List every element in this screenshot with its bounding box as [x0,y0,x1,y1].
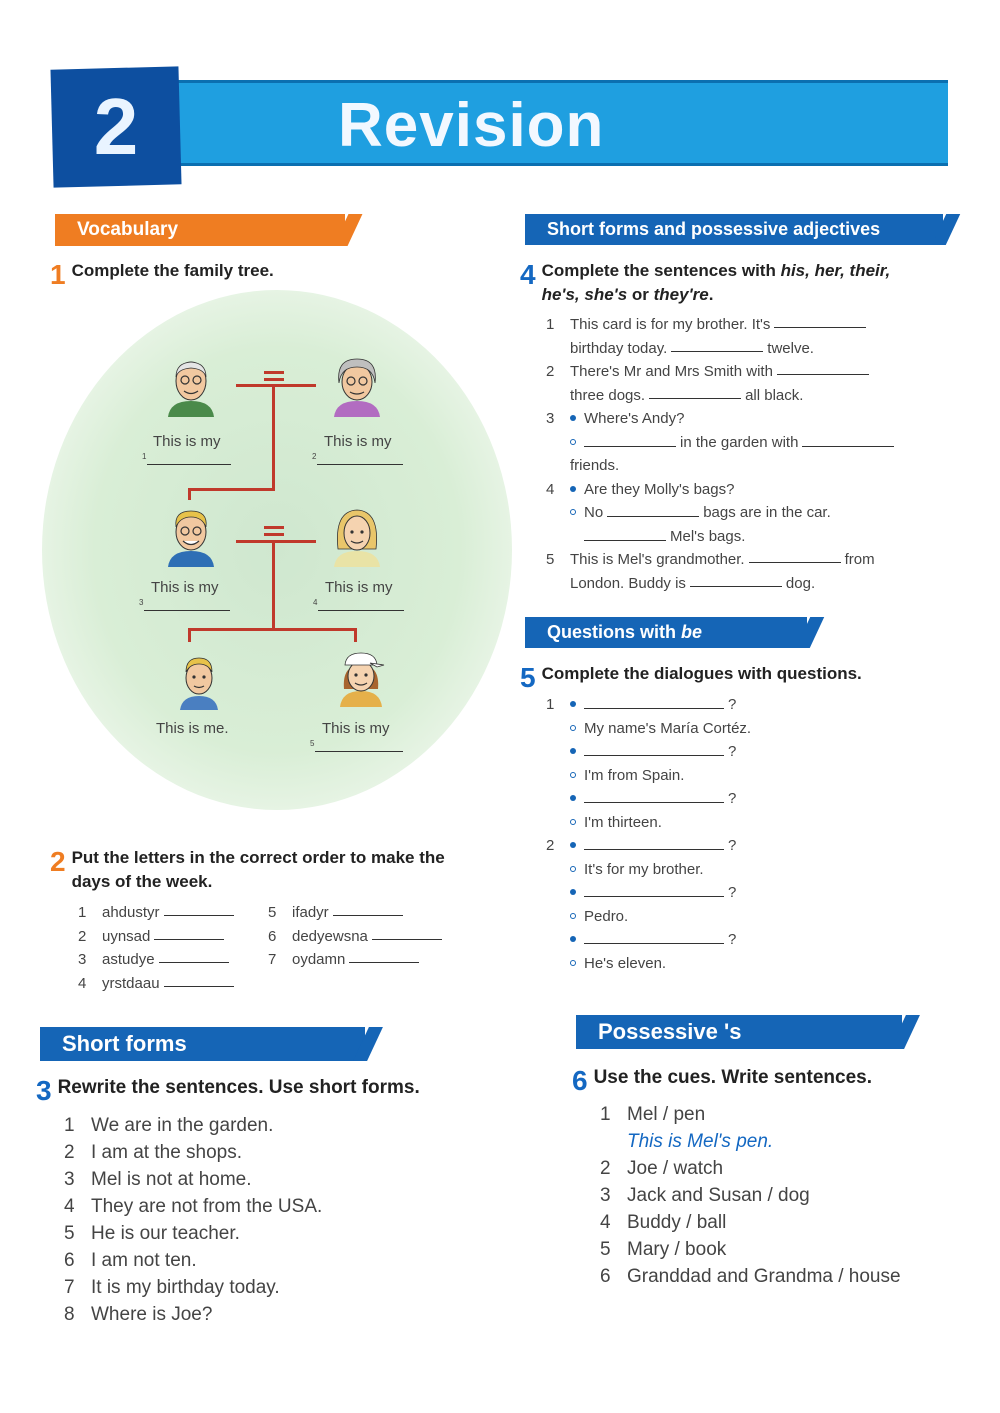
item-number: 2 [546,837,555,854]
list-item [600,1263,901,1290]
instruction-text: Use the cues. Write sentences. [593,1067,873,1088]
item-number: 1 [546,316,555,333]
item-number: 6 [64,1250,75,1271]
list-item [546,431,946,455]
list-item [64,1247,322,1274]
list-item [546,548,946,572]
caption-sister: This is my [322,720,390,737]
item-number: 1 [64,1115,75,1136]
ex2-list-right [268,901,446,972]
item-text: This card is for my brother. It's [570,316,771,333]
answer-blank-5[interactable] [315,738,403,752]
item-text: He's eleven. [584,954,667,972]
list-item [600,1101,901,1128]
list-item [546,313,946,337]
list-item [64,1193,322,1220]
item-text: Jack and Susan / dog [627,1185,810,1206]
item-text: dedyewsna [292,927,368,945]
ex5-list [546,693,751,975]
item-text: in the garden with [680,433,799,451]
instruction-text: Complete the sentences with [541,261,781,280]
exercise-number: 2 [50,846,66,877]
item-text: They are not from the USA. [91,1196,323,1217]
sister-cap-icon [330,645,392,707]
exercise-4-instruction [520,255,950,307]
list-item [64,1301,322,1328]
answer-blank-4[interactable] [318,597,404,611]
list-item [600,1182,901,1209]
exercise-3-instruction [36,1071,420,1110]
answer-blank[interactable] [690,572,782,587]
item-text: oydamn [292,951,346,968]
list-item [64,1220,322,1247]
blank-number: 3 [139,598,144,607]
instruction-text: he's, she's [541,284,628,304]
section-heading-label: Short forms and possessive adjectives [547,219,881,239]
list-item [600,1209,901,1236]
list-item [64,1274,322,1301]
item-text: We are in the garden. [91,1115,274,1136]
item-number: 5 [546,551,555,568]
caption-grandmother: This is my [324,433,392,450]
section-heading-label: be [681,622,703,642]
item-text: three dogs. [570,386,646,404]
list-item [546,572,946,596]
list-item [546,952,751,976]
item-text: I'm from Spain. [584,766,685,784]
list-item [600,1236,901,1263]
item-text: Buddy / ball [627,1212,727,1233]
me-boy-icon [168,648,230,710]
exercise-number: 4 [520,259,536,290]
item-text: No [584,504,604,521]
item-number: 4 [78,974,87,992]
item-text: Mary / book [627,1239,727,1260]
question-mark: ? [728,743,737,760]
item-number: 3 [64,1169,75,1190]
instruction-text: Put the letters in the correct order to make the [71,848,445,867]
item-text: Granddad and Grandma / house [627,1266,901,1287]
list-item [546,384,946,408]
item-text: uynsad [102,927,151,945]
ex3-list [64,1112,322,1328]
instruction-text: . [708,284,714,304]
list-item [546,337,946,361]
list-item [546,407,946,431]
answer-blank-1[interactable] [147,451,231,465]
equals-sign [264,371,284,374]
answer-blank[interactable] [584,835,724,850]
item-text: ifadyr [292,904,329,921]
exercise-5-instruction [520,658,862,697]
caption-grandfather: This is my [153,433,221,450]
section-heading-questions-be [525,617,807,648]
tree-line [272,542,275,630]
list-item [268,901,446,925]
item-text: bags are in the car. [703,504,831,521]
section-heading-label: Short forms [62,1031,187,1056]
list-item [78,925,238,949]
list-item [78,972,238,996]
item-text: birthday today. [570,339,668,357]
answer-blank[interactable] [333,901,403,916]
tree-line [354,628,357,642]
tree-line [188,488,275,491]
tree-line [236,540,316,543]
tree-line [188,628,357,631]
example-answer [600,1128,901,1155]
answer-blank[interactable] [749,548,841,563]
item-text: My name's María Cortéz. [584,719,752,737]
exercise-number: 3 [36,1075,52,1106]
answer-blank[interactable] [164,972,234,987]
instruction-text: Complete the dialogues with questions. [541,664,862,683]
list-item [546,693,751,717]
section-heading-label: Questions with [547,622,682,642]
equals-sign [264,526,284,529]
item-number: 6 [600,1266,611,1287]
grandfather-icon [160,355,222,417]
answer-blank[interactable] [159,948,229,963]
item-number: 7 [268,951,277,968]
section-heading-label: Possessive 's [598,1019,742,1044]
item-text: twelve. [767,339,814,357]
instruction-text: they're [653,284,709,304]
item-text: Pedro. [584,907,629,925]
blank-number: 4 [313,598,318,607]
item-text: Mel's bags. [670,527,746,545]
list-item [546,360,946,384]
list-item [546,928,751,952]
exercise-number: 5 [520,662,536,693]
blank-number: 5 [310,739,315,748]
answer-blank[interactable] [649,384,741,399]
item-number: 3 [546,410,555,427]
item-text: from [844,551,875,568]
section-heading-possessive-s [576,1015,902,1049]
blank-number: 1 [142,452,147,461]
item-text: I am not ten. [91,1250,197,1271]
item-number: 1 [600,1104,611,1125]
answer-blank[interactable] [777,360,869,375]
list-item [546,881,751,905]
section-heading-vocabulary [55,214,345,246]
ex4-list [546,313,946,595]
list-item [64,1166,322,1193]
ex2-list-left [78,901,238,995]
caption-me: This is me. [156,720,229,737]
instruction-text: his, her, their, [780,261,891,280]
item-text: Where is Joe? [91,1304,213,1325]
tree-line [188,628,191,642]
item-number: 5 [64,1223,75,1244]
family-tree-background [42,290,512,810]
list-item [546,858,751,882]
question-mark: ? [728,884,737,901]
mother-icon [326,505,388,567]
item-number: 5 [600,1239,611,1260]
item-text: Mel / pen [627,1104,706,1125]
item-text: Mel is not at home. [91,1169,252,1190]
exercise-2-instruction [50,842,500,894]
list-item [546,501,946,525]
section-heading-short-forms [40,1027,365,1061]
equals-sign [264,378,284,381]
item-number: 8 [64,1304,75,1325]
exercise-1-instruction [50,255,274,294]
tree-line [236,384,316,387]
example-text: This is Mel's pen. [627,1131,774,1152]
exercise-number: 1 [50,259,66,290]
item-number: 3 [600,1185,611,1206]
item-text: There's Mr and Mrs Smith with [570,363,773,380]
item-text: This is Mel's grandmother. [570,551,745,568]
answer-blank[interactable] [584,694,724,709]
page-title: Revision [338,91,605,160]
list-item [546,764,751,788]
question-mark: ? [728,790,737,807]
answer-blank[interactable] [164,901,234,916]
item-text: He is our teacher. [91,1223,240,1244]
question-mark: ? [728,837,737,854]
item-number: 4 [64,1196,75,1217]
list-item [546,787,751,811]
caption-father: This is my [151,579,219,596]
answer-blank-2[interactable] [317,451,403,465]
list-item [546,905,751,929]
item-number: 2 [64,1142,75,1163]
list-item [64,1112,322,1139]
item-text: It is my birthday today. [91,1277,280,1298]
instruction-text: or [627,284,654,304]
caption-mother: This is my [325,579,393,596]
item-number: 4 [546,480,555,498]
tree-line [272,386,275,490]
answer-blank[interactable] [671,337,763,352]
answer-blank[interactable] [349,948,419,963]
item-text: yrstdaau [102,974,160,992]
instruction-text: Complete the family tree. [71,261,274,280]
father-icon [160,505,222,567]
list-item [546,525,946,549]
item-text: ahdustyr [102,904,160,921]
list-item [546,811,751,835]
answer-blank[interactable] [584,882,724,897]
list-item [78,948,238,972]
answer-blank[interactable] [774,313,866,328]
instruction-text: Rewrite the sentences. Use short forms. [57,1077,420,1098]
question-mark: ? [728,696,737,713]
answer-blank[interactable] [584,741,724,756]
list-item [546,478,946,502]
item-text: Where's Andy? [584,410,685,427]
item-number: 1 [546,696,555,713]
blank-number: 2 [312,452,317,461]
item-text: astudye [102,951,155,968]
item-text: London. Buddy is [570,574,686,592]
answer-blank[interactable] [372,925,442,940]
list-item [64,1139,322,1166]
list-item [268,925,446,949]
item-number: 4 [600,1212,611,1233]
section-heading-short-forms-possessive [525,214,943,245]
exercise-number: 6 [572,1065,588,1096]
equals-sign [264,533,284,536]
instruction-text: days of the week. [71,871,213,891]
answer-blank[interactable] [584,929,724,944]
item-number: 2 [78,927,87,945]
answer-blank[interactable] [584,432,676,447]
item-text: I'm thirteen. [584,813,662,831]
answer-blank[interactable] [802,432,894,447]
answer-blank[interactable] [154,925,224,940]
list-item [546,454,946,478]
item-number: 6 [268,927,277,945]
exercise-6-instruction [572,1061,872,1100]
item-number: 2 [546,363,555,380]
question-mark: ? [728,931,737,948]
list-item [268,948,446,972]
item-text: Are they Molly's bags? [584,480,735,498]
item-number: 2 [600,1158,611,1179]
list-item [546,740,751,764]
unit-number: 2 [93,82,139,171]
item-text: all black. [745,386,804,404]
item-text: friends. [570,457,620,474]
item-number: 5 [268,904,277,921]
ex6-list [600,1101,901,1290]
answer-blank-3[interactable] [144,597,230,611]
section-heading-label: Vocabulary [77,219,179,240]
item-text: dog. [785,574,816,592]
item-text: It's for my brother. [584,860,704,878]
grandmother-icon [326,355,388,417]
list-item [546,717,751,741]
list-item [78,901,238,925]
answer-blank[interactable] [607,502,699,517]
item-number: 3 [78,951,87,968]
answer-blank[interactable] [584,526,666,541]
answer-blank[interactable] [584,788,724,803]
list-item [546,834,751,858]
item-text: Joe / watch [627,1158,724,1179]
item-number: 7 [64,1277,75,1298]
list-item [600,1155,901,1182]
item-text: I am at the shops. [91,1142,243,1163]
item-number: 1 [78,904,87,921]
tree-line [188,488,191,500]
